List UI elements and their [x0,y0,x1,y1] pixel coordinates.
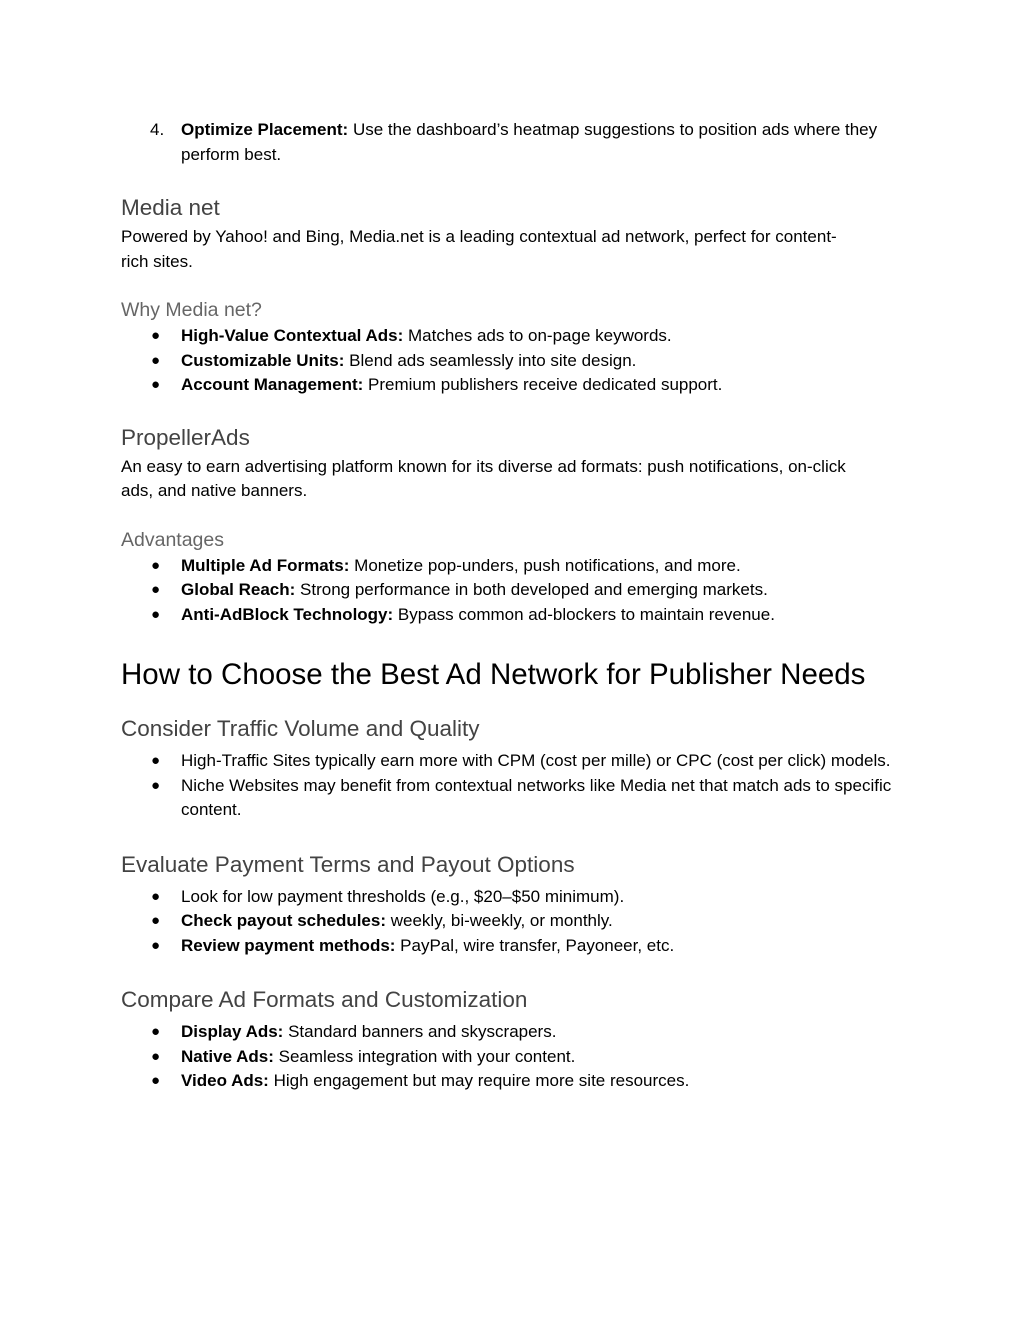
list-item-text: Monetize pop-unders, push notifications, and more. [349,555,741,575]
list-item [121,909,911,934]
list-item-bold: Display Ads: [181,1022,284,1041]
list-item [121,554,911,579]
list-item-bold: Multiple Ad Formats: [181,555,350,575]
list-item [121,1045,911,1070]
list-item-text: High engagement but may require more site resources. [268,1071,690,1090]
list-item-text: Seamless integration with your content. [273,1046,576,1066]
section-heading-medianet: Media net [121,195,220,220]
bullet-icon: ● [151,581,161,598]
list-item-text: Strong performance in both developed and emerging markets. [295,580,768,599]
bullet-icon: ● [151,912,161,929]
payment-list [121,885,911,959]
list-item-text: PayPal, wire transfer, Payoneer, etc. [395,935,675,955]
list-item-bold: Anti-AdBlock Technology: [181,604,394,624]
bullet-icon: ● [151,936,161,954]
list-item [121,934,911,959]
list-item-text: Matches ads to on-page keywords. [403,326,672,345]
list-item [121,885,911,910]
list-item-text: Bypass common ad-blockers to maintain revenue. [393,604,775,624]
list-item [121,324,911,349]
bullet-icon: ● [151,752,161,769]
list-item-bold: Native Ads: [181,1046,274,1066]
list-item [121,1020,911,1045]
bullet-icon: ● [151,1047,161,1065]
list-item-text: Blend ads seamlessly into site design. [344,350,637,370]
medianet-list [121,324,911,398]
list-item-text: Niche Websites may benefit from contextual networks like Media net that match ads to specific content. [181,775,892,819]
list-number: 4. [150,120,165,139]
list-item-bold: Review payment methods: [181,935,396,955]
list-item-bold: Customizable Units: [181,350,345,370]
list-item-text: Look for low payment thresholds (e.g., $20–$50 minimum). [181,886,625,906]
bullet-icon: ● [151,776,161,794]
formats-list [121,1020,911,1094]
bullet-icon: ● [151,327,161,344]
subsection-heading-traffic: Consider Traffic Volume and Quality [121,716,480,741]
propellerads-intro: An easy to earn advertising platform known for its diverse ad formats: push notifications, on-click ads, and native banners. [121,456,846,500]
list-item [121,774,901,823]
list-item-bold: Optimize Placement: [181,120,349,139]
bullet-icon: ● [151,376,161,393]
bullet-icon: ● [151,1072,161,1089]
list-item-bold: Account Management: [181,375,364,394]
traffic-list [121,749,901,823]
list-item-text: Use the dashboard’s heatmap suggestions to position ads where they perform best. [181,120,878,164]
bullet-icon: ● [151,605,161,623]
list-item-text: weekly, bi-weekly, or monthly. [386,911,613,930]
list-item [121,349,911,374]
numbered-list [121,118,901,167]
list-item [121,373,911,398]
bullet-icon: ● [151,1023,161,1040]
list-item-bold: Global Reach: [181,580,296,599]
propellerads-list [121,554,911,628]
bullet-icon: ● [151,351,161,369]
numbered-list-item [121,118,901,167]
subheading-advantages: Advantages [121,528,224,551]
bullet-icon: ● [151,556,161,574]
section-heading-how-to-choose: How to Choose the Best Ad Network for Publisher Needs [121,658,866,691]
subsection-heading-formats: Compare Ad Formats and Customization [121,987,528,1012]
list-item-bold: Check payout schedules: [181,911,387,930]
document-page [121,118,911,1094]
list-item-bold: High-Value Contextual Ads: [181,326,404,345]
list-item [121,1069,911,1094]
list-item-text: High-Traffic Sites typically earn more with CPM (cost per mille) or CPC (cost per click) models. [181,751,891,770]
medianet-intro: Powered by Yahoo! and Bing, Media.net is a leading contextual ad network, perfect for content-rich sites. [121,227,837,271]
list-item [121,749,901,774]
list-item [121,603,911,628]
list-item-text: Standard banners and skyscrapers. [283,1022,557,1041]
list-item-bold: Video Ads: [181,1071,269,1090]
subsection-heading-payment: Evaluate Payment Terms and Payout Options [121,851,575,877]
list-item [121,578,911,603]
section-heading-propellerads: PropellerAds [121,424,250,450]
list-item-text: Premium publishers receive dedicated support. [363,375,723,394]
bullet-icon: ● [151,887,161,905]
subheading-why-medianet: Why Media net? [121,299,262,321]
